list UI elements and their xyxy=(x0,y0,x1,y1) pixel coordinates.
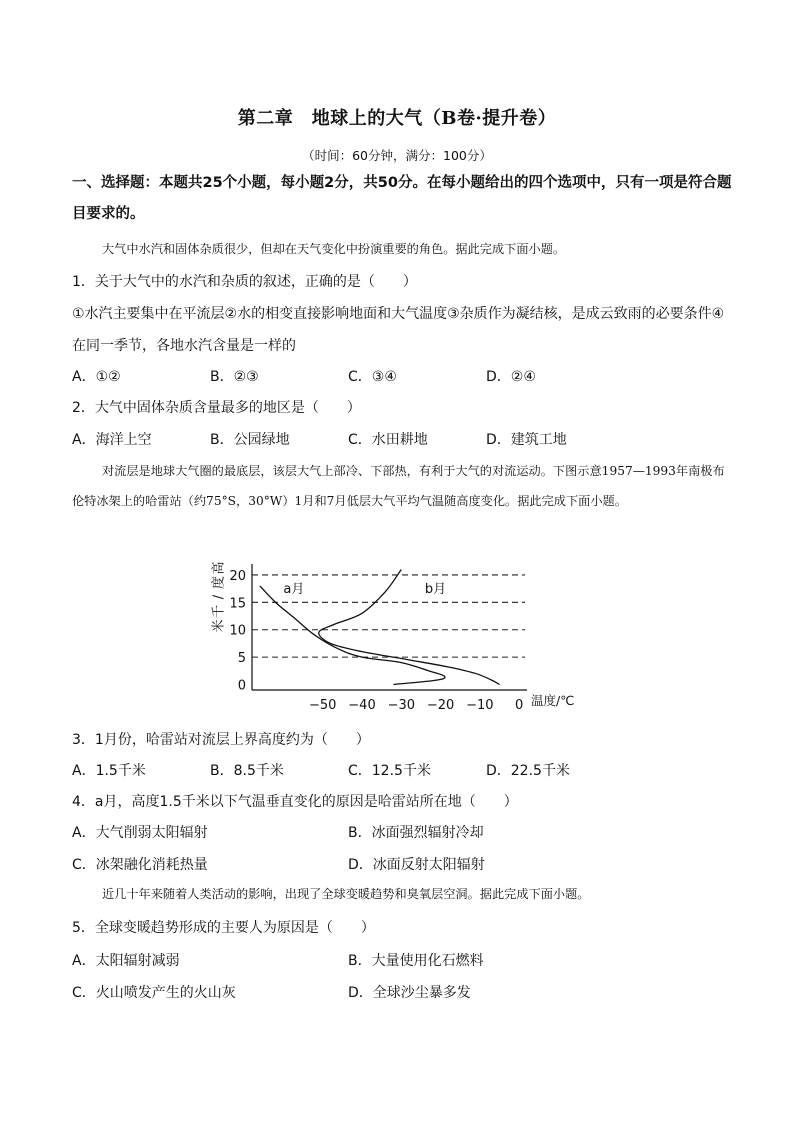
y-axis-label-char: 米 xyxy=(211,619,227,633)
section-heading: 一、选择题：本题共25个小题，每小题2分，共50分。在每小题给出的四个选项中，只有一项是符合题目要求的。 xyxy=(72,175,732,222)
series-line-b xyxy=(319,569,500,684)
option-c[interactable]: C．③④ xyxy=(348,369,397,385)
y-tick-labels xyxy=(229,569,246,694)
question-1-detail: ①水汽主要集中在平流层②水的相变直接影响地面和大气温度③杂质作为凝结核，是成云致雨的必要条件④在同一季节，各地水汽含量是一样的 xyxy=(72,306,725,354)
question-3-stem: 3．1月份，哈雷站对流层上界高度约为（ ） xyxy=(72,732,370,748)
x-tick-label: −40 xyxy=(348,698,376,713)
question-1-options xyxy=(72,366,732,394)
option-c[interactable]: C．水田耕地 xyxy=(348,432,428,448)
x-tick-label: −50 xyxy=(308,698,337,713)
series-label-b: b月 xyxy=(424,582,447,598)
y-tick-label: 20 xyxy=(229,568,246,584)
x-tick-label: −20 xyxy=(426,698,455,713)
y-axis-label-char: 度 xyxy=(211,575,227,590)
option-b[interactable]: B．冰面强烈辐射冷却 xyxy=(348,825,484,841)
x-tick-label: 0 xyxy=(515,698,524,713)
y-axis-label-char: 千 xyxy=(211,604,227,619)
intro-passage-3: 近几十年来随着人类活动的影响，出现了全球变暖趋势和臭氧层空洞。据此完成下面小题。 xyxy=(102,887,590,901)
series-line-a xyxy=(260,586,445,685)
question-1-stem: 1．关于大气中的水汽和杂质的叙述，正确的是（ ） xyxy=(72,274,417,290)
question-5-options-row2 xyxy=(72,982,732,1010)
option-a[interactable]: A．太阳辐射减弱 xyxy=(72,953,180,969)
option-b[interactable]: B．公园绿地 xyxy=(210,432,290,448)
option-d[interactable]: D．22.5千米 xyxy=(486,763,570,779)
question-4-stem: 4．a月，高度1.5千米以下气温垂直变化的原因是哈雷站所在地（ ） xyxy=(72,794,518,810)
option-c[interactable]: C．12.5千米 xyxy=(348,763,431,779)
option-c[interactable]: C．火山喷发产生的火山灰 xyxy=(72,985,236,1001)
option-a[interactable]: A．大气削弱太阳辐射 xyxy=(72,825,208,841)
series-label-a: a月 xyxy=(283,582,305,598)
question-5-options-row1 xyxy=(72,950,732,978)
exam-time-info: （时间：60分钟，满分：100分） xyxy=(302,148,492,163)
y-tick-label: 10 xyxy=(229,623,246,639)
option-b[interactable]: B．8.5千米 xyxy=(210,763,284,779)
option-b[interactable]: B．②③ xyxy=(210,369,259,385)
option-b[interactable]: B．大量使用化石燃料 xyxy=(348,953,484,969)
question-2-stem: 2．大气中固体杂质含量最多的地区是（ ） xyxy=(72,400,361,416)
option-d[interactable]: D．冰面反射太阳辐射 xyxy=(348,857,485,873)
chart-series-labels xyxy=(283,582,446,597)
question-3-options xyxy=(72,760,732,788)
x-tick-label: −30 xyxy=(387,698,416,713)
intro-passage-1: 大气中水汽和固体杂质很少，但却在天气变化中扮演重要的角色。据此完成下面小题。 xyxy=(102,242,566,256)
option-d[interactable]: D．②④ xyxy=(486,369,536,385)
intro-passage-2: 对流层是地球大气圈的最底层，该层大气上部冷、下部热，有利于大气的对流运动。下图示意1957—1993年南极布伦特冰架上的哈雷站（约75°S，30°W）1月和7月低层大气平均气温随高度变化。据此完成下面小题。 xyxy=(72,464,725,508)
temperature-height-chart xyxy=(205,558,600,720)
y-tick-label: 5 xyxy=(237,651,246,667)
question-2-options xyxy=(72,429,732,457)
x-tick-labels xyxy=(309,698,523,713)
option-a[interactable]: A．1.5千米 xyxy=(72,763,146,779)
option-a[interactable]: A．海洋上空 xyxy=(72,432,152,448)
y-tick-label: 15 xyxy=(229,596,246,612)
y-axis-label-group xyxy=(211,561,227,632)
option-c[interactable]: C．冰架融化消耗热量 xyxy=(72,857,208,873)
option-d[interactable]: D．建筑工地 xyxy=(486,432,567,448)
question-4-options-row2 xyxy=(72,854,732,882)
y-tick-label: 0 xyxy=(237,678,246,694)
question-5-stem: 5．全球变暖趋势形成的主要人为原因是（ ） xyxy=(72,920,375,936)
question-4-options-row1 xyxy=(72,822,732,850)
option-a[interactable]: A．①② xyxy=(72,369,121,385)
page-title: 第二章 地球上的大气（B卷·提升卷） xyxy=(237,108,557,129)
option-d[interactable]: D．全球沙尘暴多发 xyxy=(348,985,471,1001)
y-axis-label-char: 高 xyxy=(211,561,227,575)
x-tick-label: −10 xyxy=(466,698,494,713)
y-axis-label-char: / xyxy=(211,594,227,600)
x-axis-label: 温度/℃ xyxy=(531,693,575,708)
